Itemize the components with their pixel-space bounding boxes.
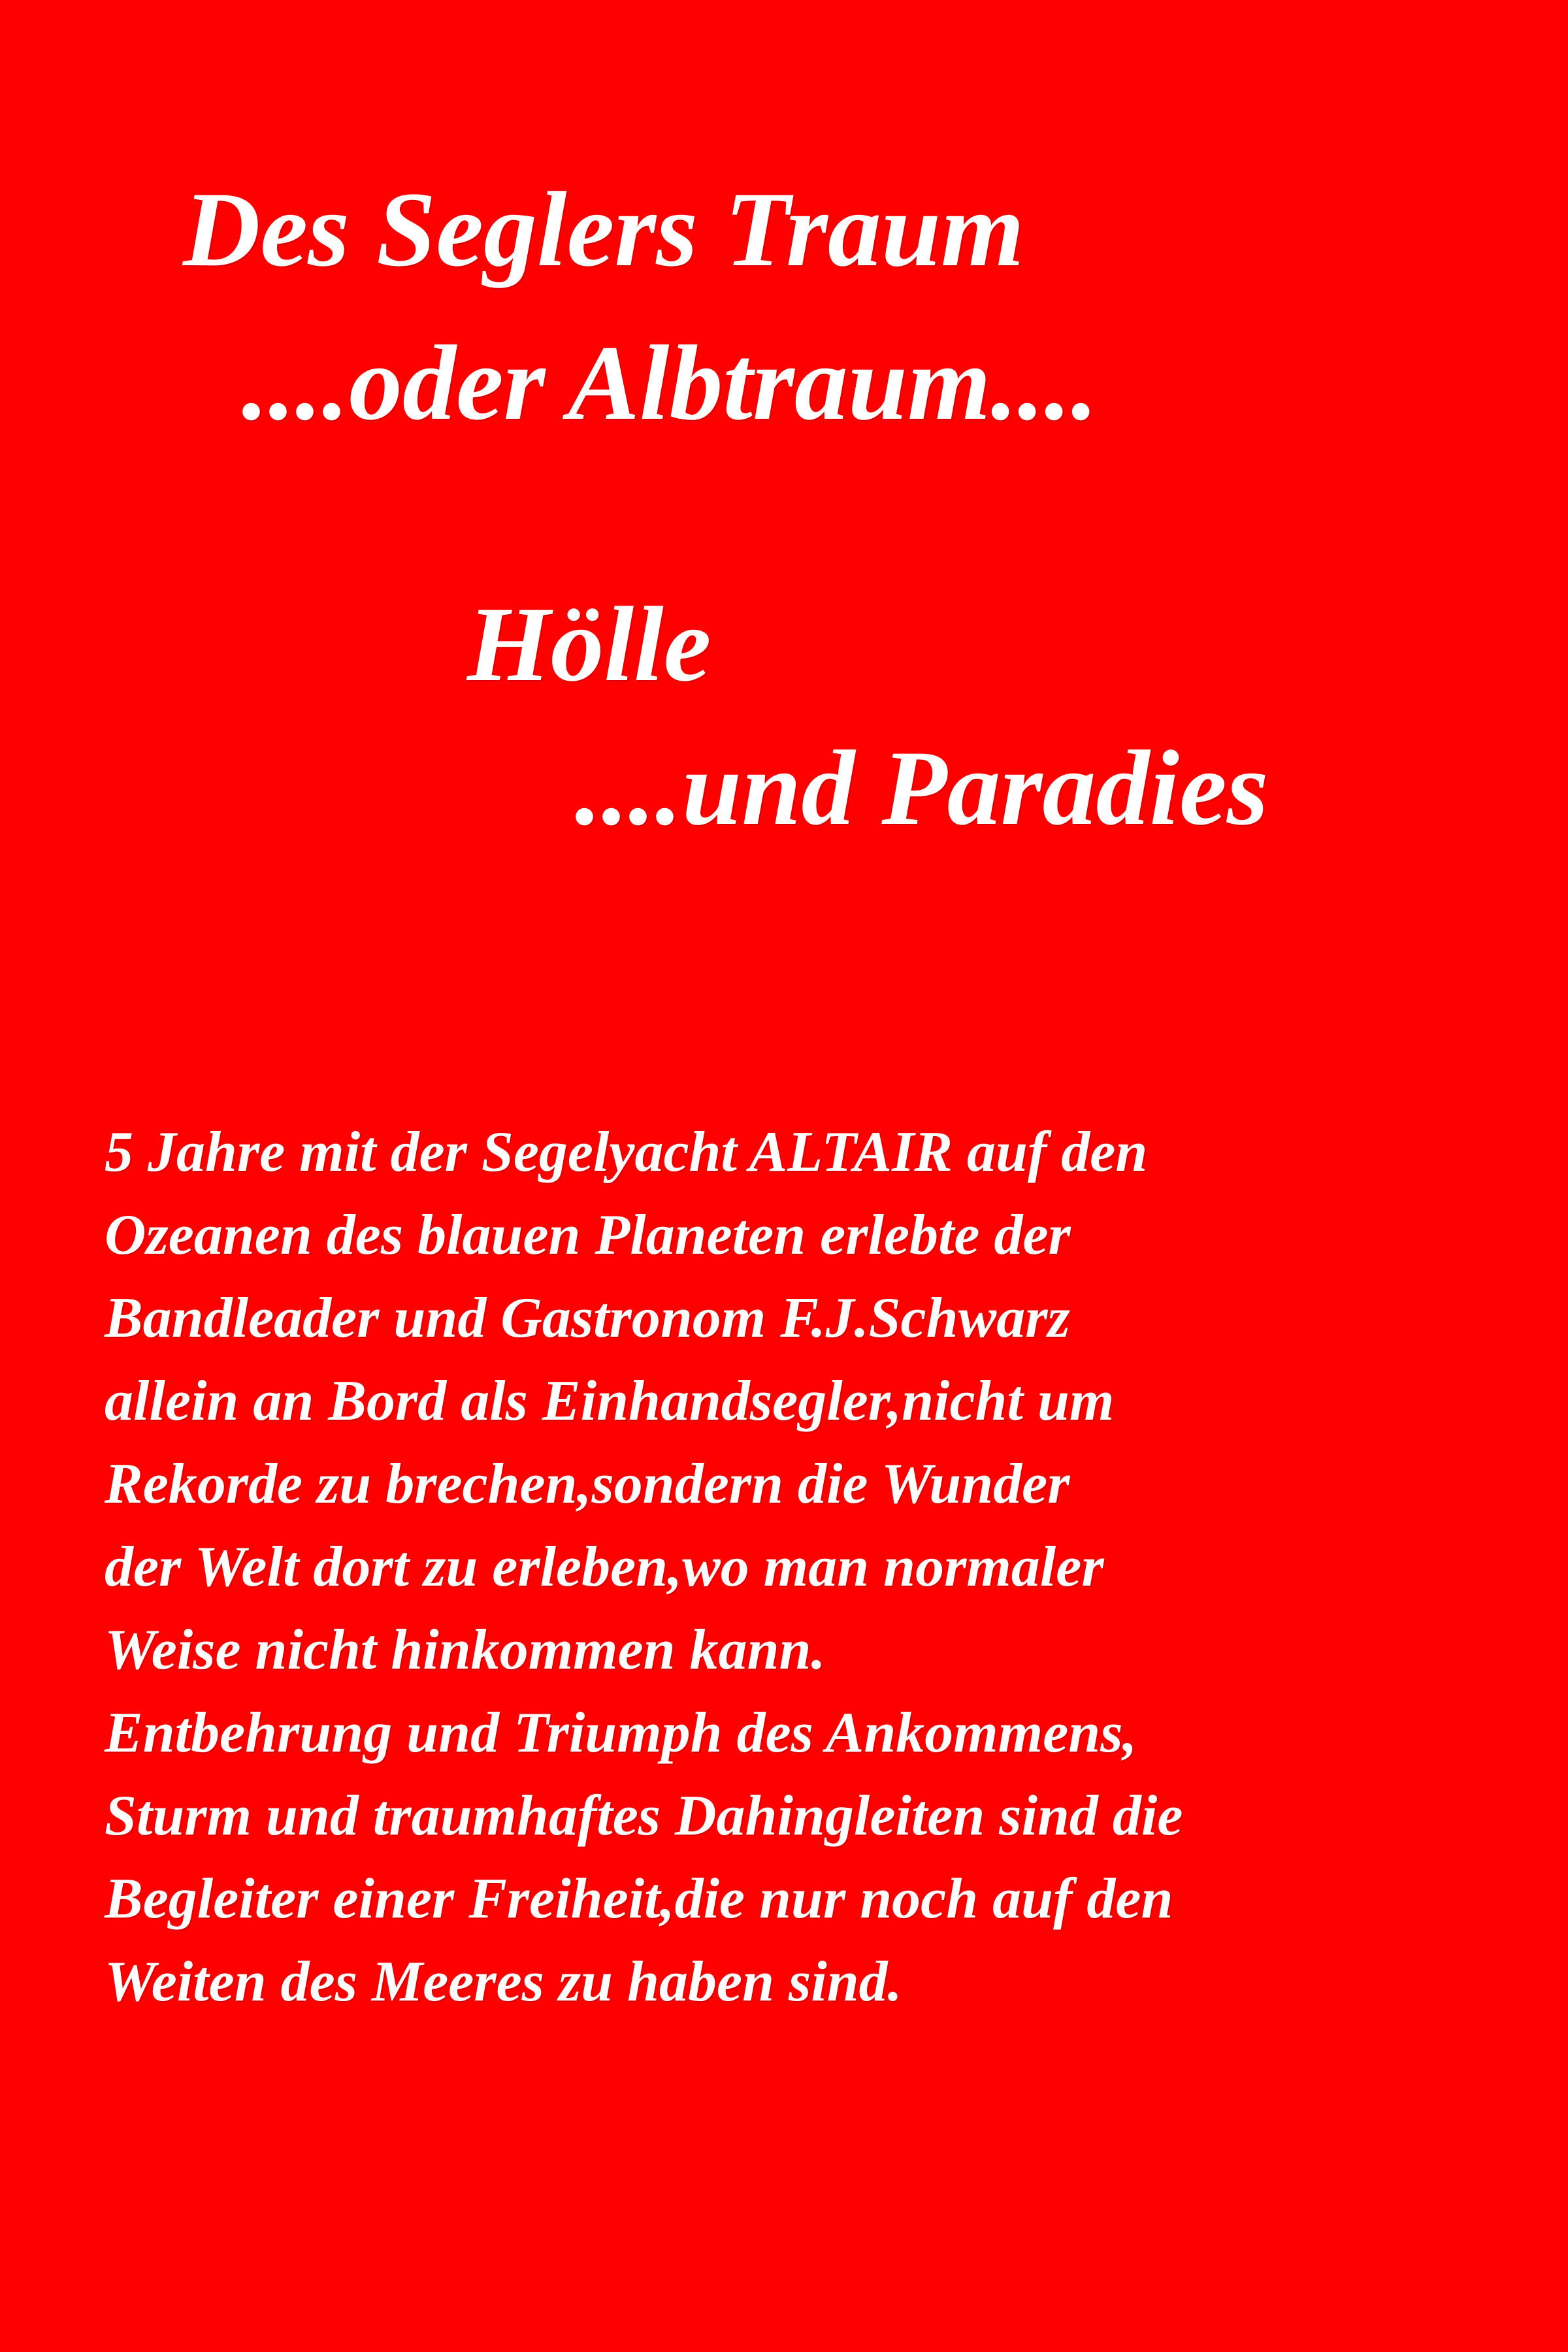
description-text bbox=[105, 1111, 1542, 2023]
title-line-1: Des Seglers Traum bbox=[183, 171, 1024, 289]
description-line: allein an Bord als Einhandsegler,nicht um bbox=[105, 1369, 1115, 1433]
title-line-3: Hölle bbox=[467, 585, 711, 704]
title-line-2: ....oder Albtraum.... bbox=[242, 324, 1098, 442]
description-line: Entbehrung und Triumph des Ankommens, bbox=[105, 1701, 1137, 1765]
description-line: Sturm und traumhaftes Dahingleiten sind die bbox=[105, 1784, 1183, 1848]
description-line: 5 Jahre mit der Segelyacht ALTAIR auf den bbox=[105, 1120, 1148, 1184]
description-line: der Welt dort zu erleben,wo man normaler bbox=[105, 1535, 1104, 1599]
description-line: Bandleader und Gastronom F.J.Schwarz bbox=[105, 1286, 1070, 1350]
description-line: Weise nicht hinkommen kann. bbox=[105, 1618, 826, 1682]
description-line: Rekorde zu brechen,sondern die Wunder bbox=[105, 1452, 1070, 1516]
title-line-4: ....und Paradies bbox=[575, 729, 1269, 847]
description-line: Begleiter einer Freiheit,die nur noch auf den bbox=[105, 1867, 1173, 1931]
description-line: Ozeanen des blauen Planeten erlebte der bbox=[105, 1203, 1071, 1267]
description-line: Weiten des Meeres zu haben sind. bbox=[105, 1950, 902, 2014]
